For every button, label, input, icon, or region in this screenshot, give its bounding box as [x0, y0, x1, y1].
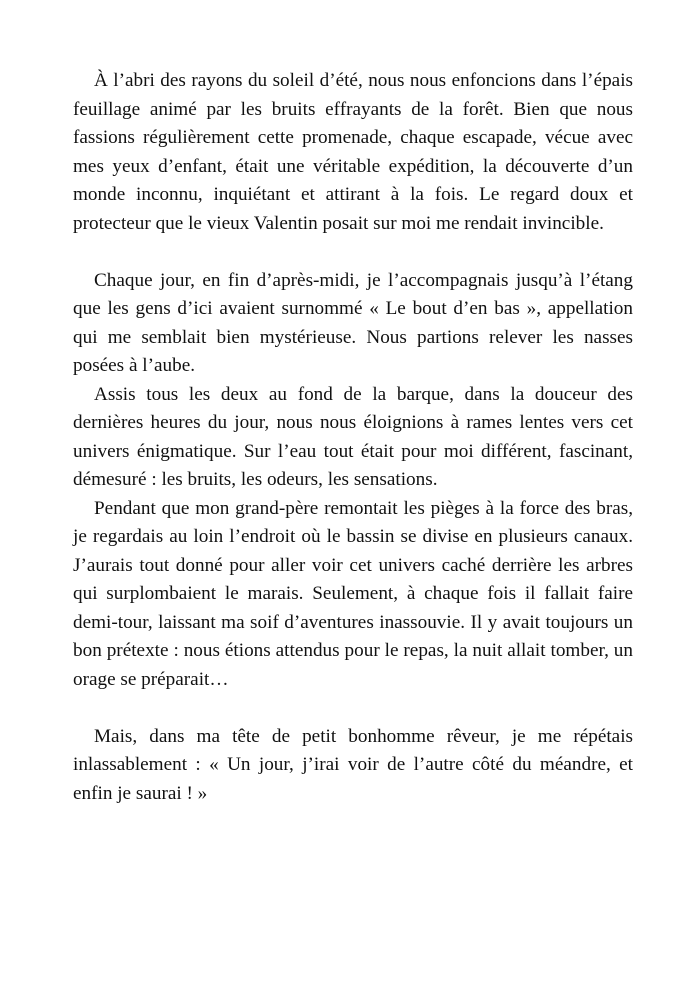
page-body	[73, 67, 633, 808]
paragraph-2: Chaque jour, en fin d’après-midi, je l’accompagnais jusqu’à l’étang que les gens d’ici avaient surnommé « Le bout d’en bas », appellation qui me semblait bien mystérieuse. Nous partions relever les nasses posées à l’aube.	[73, 269, 633, 376]
paragraph-1: À l’abri des rayons du soleil d’été, nous nous enfoncions dans l’épais feuillage animé par les bruits effrayants de la forêt. Bien que nous fassions régulièrement cette promenade, chaque escapade, vécue avec mes yeux d’enfant, était une véritable expédition, la découverte d’un monde inconnu, inquiétant et attirant à la fois. Le regard doux et protecteur que le vieux Valentin posait sur moi me rendait invincible.	[73, 70, 633, 234]
paragraph-3: Assis tous les deux au fond de la barque, dans la douceur des dernières heures du jour, nous nous éloignions à rames lentes vers cet univers énigmatique. Sur l’eau tout était pour moi différent, fascinant, démesuré : les bruits, les odeurs, les sensations.	[73, 383, 633, 490]
paragraph-5: Mais, dans ma tête de petit bonhomme rêveur, je me répétais inlassablement : « Un jour, j’irai voir de l’autre côté du méandre, et enfin je saurai ! »	[73, 725, 633, 804]
paragraph-4: Pendant que mon grand-père remontait les pièges à la force des bras, je regardais au loin l’endroit où le bassin se divise en plusieurs canaux. J’aurais tout donné pour aller voir cet univers caché derrière les arbres qui surplombaient le marais. Seulement, à chaque fois il fallait faire demi-tour, laissant ma soif d’aventures inassouvie. Il y avait toujours un bon prétexte : nous étions attendus pour le repas, la nuit allait tomber, un orage se préparait…	[73, 497, 633, 690]
